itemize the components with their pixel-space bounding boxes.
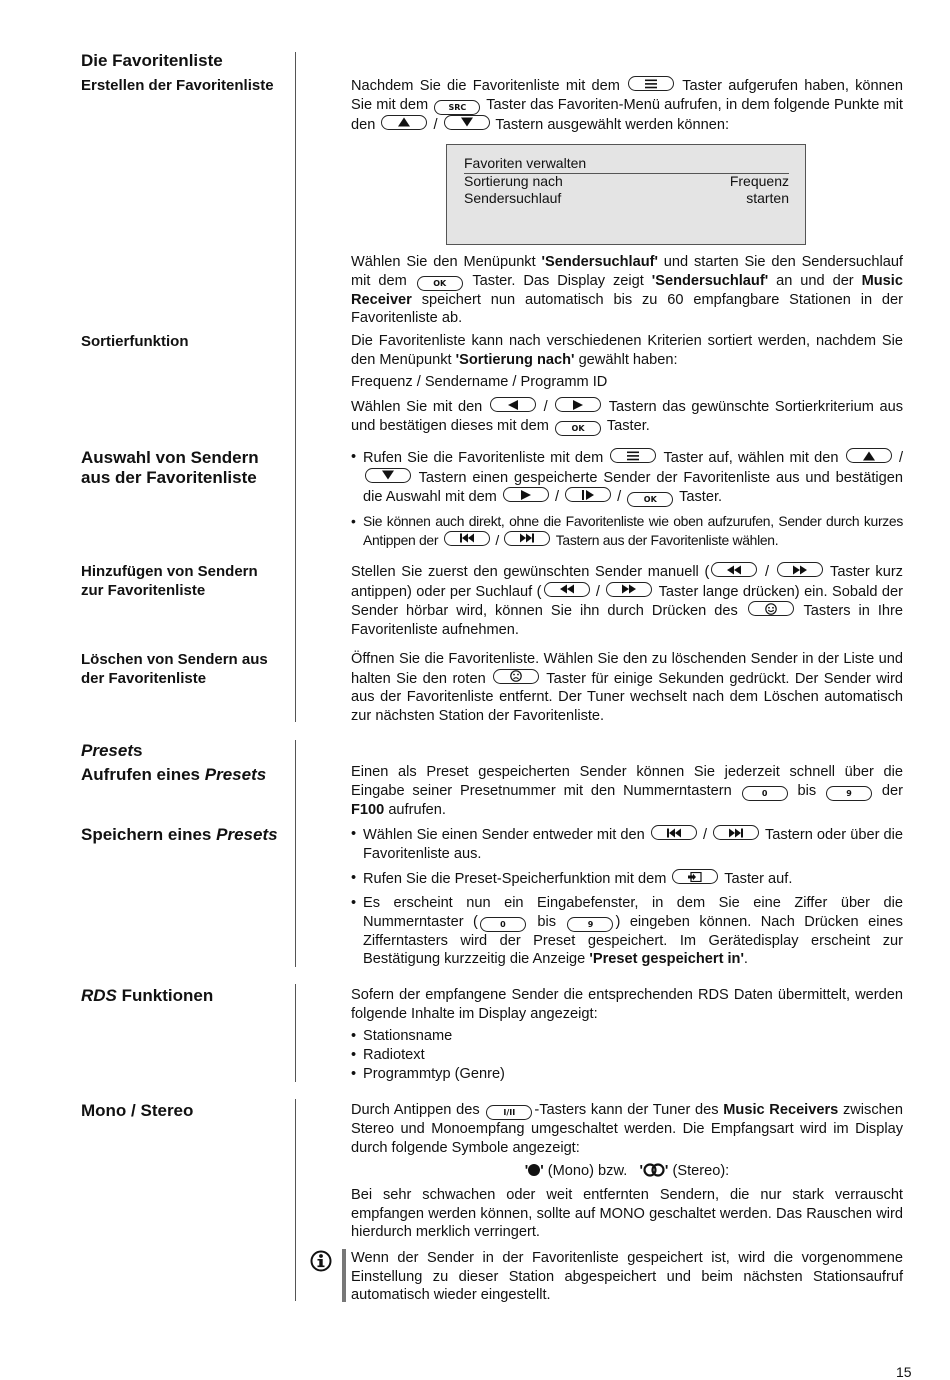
- bullet-auswahl-2: • Sie können auch direkt, ohne die Favoritenliste wie oben aufzurufen, Sender durch kurzes Antippen der / Tastern aus der Favoritenliste wählen.: [351, 513, 903, 548]
- paragraph-sendersuchlauf: Wählen Sie den Menüpunkt 'Sendersuchlauf' und starten Sie den Sendersuchlauf mit dem OK Taster. Das Display zeigt 'Sendersuchlauf' an und der Music Receiver speichert nun automatisch bis zu 60 empfangbare Stationen in der Favoritenliste ab.: [351, 254, 903, 327]
- paragraph-rds: Sofern der empfangene Sender die entsprechenden RDS Daten übermittelt, werden folgende Inhalte im Display angezeigt:: [351, 987, 903, 1022]
- zero-button-icon: 0: [480, 917, 526, 932]
- ok-button-icon: OK: [417, 276, 463, 291]
- preset-store-icon: [672, 869, 718, 884]
- paragraph-sortierfunktion: Die Favoritenliste kann nach verschiedenen Kriterien sortiert werden, nachdem Sie den Menüpunkt 'Sortierung nach' gewählt haben:: [351, 333, 903, 368]
- heading-speichern: Speichern eines Presets: [81, 825, 278, 844]
- list-icon: [610, 448, 656, 463]
- heading-rds: RDS Funktionen: [81, 986, 214, 1005]
- bullet-speichern-3: • Es erscheint nun ein Eingabefenster, in dem Sie eine Ziffer über die Nummerntaster ( 0 bis 9 ) eingeben können. Nach Drücken eines Zifferntasters wird der Preset gespeichert. Im Gerätedisplay erscheint zur Bestätigung kurzzeitig die Anzeige 'Preset gespeichert in'.: [351, 895, 903, 968]
- heading-auswahl: Auswahl von Sendern aus der Favoritenliste: [81, 448, 259, 487]
- paragraph-loeschen: Öffnen Sie die Favoritenliste. Wählen Sie den zu löschenden Sender in der Liste und halten Sie den roten Taster für einige Sekunden gedrückt. Der Sender wird aus der Favoritenliste entfernt. Der Tuner wechselt nach dem Löschen automatisch zur nächsten Station der Favoritenliste.: [351, 651, 903, 724]
- column-divider: [295, 52, 296, 722]
- play-icon: [503, 487, 549, 502]
- right-arrow-icon: [555, 397, 601, 412]
- fast-forward-icon: [606, 582, 652, 597]
- list-item: • Radiotext: [351, 1047, 425, 1063]
- column-divider: [295, 984, 296, 1082]
- stereo-rings-icon: [643, 1163, 665, 1183]
- list-icon: [628, 76, 674, 91]
- display-title: Favoriten verwalten: [464, 155, 789, 174]
- smiley-icon: [748, 601, 794, 616]
- heading-hinzufuegen: Hinzufügen von Sendern zur Favoritenliste: [81, 563, 258, 599]
- ok-button-icon: OK: [627, 492, 673, 507]
- src-button-icon: SRC: [434, 100, 480, 115]
- list-item: • Programmtyp (Genre): [351, 1066, 505, 1082]
- heading-aufrufen: Aufrufen eines Presets: [81, 765, 267, 784]
- list-item: • Stationsname: [351, 1028, 453, 1044]
- ok-button-icon: OK: [555, 421, 601, 436]
- down-arrow-icon: [365, 468, 411, 483]
- info-note-text: Wenn der Sender in der Favoritenliste gespeichert ist, wird die vorgenommene Einstellung zu dieser Station abgespeichert und beim nächsten Stationsaufruf automatisch wieder eingestellt.: [351, 1250, 903, 1304]
- down-arrow-icon: [444, 115, 490, 130]
- bullet-speichern-2: • Rufen Sie die Preset-Speicherfunktion mit dem Taster auf.: [351, 870, 793, 887]
- zero-button-icon: 0: [742, 786, 788, 801]
- mono-stereo-symbols: ' ' (Mono) bzw. ' ' (Stereo):: [351, 1162, 903, 1183]
- heading-presets: Presets: [81, 741, 143, 760]
- paragraph-mono-stereo: Durch Antippen des I/II -Tasters kann der Tuner des Music Receivers zwischen Stereo und Monoempfang umgeschaltet werden. Die Empfangsart wird im Display durch folgende Symbole angezeigt:: [351, 1102, 903, 1156]
- skip-forward-icon: [713, 825, 759, 840]
- display-favoriten-verwalten: [446, 144, 806, 245]
- heading-sortierfunktion: Sortierfunktion: [81, 333, 189, 350]
- column-divider: [295, 740, 296, 967]
- skip-back-icon: [444, 531, 490, 546]
- paragraph-mono-noise: Bei sehr schwachen oder weit entfernten Sendern, die nur stark verrauscht empfangen werden können, sollte auf MONO geschaltet werden. Das Rauschen wird hierdurch merklich verringert.: [351, 1187, 903, 1241]
- note-bar: [342, 1249, 346, 1302]
- display-row-sortierung: Sortierung nach Frequenz: [464, 173, 789, 189]
- column-divider: [295, 1099, 296, 1301]
- nine-button-icon: 9: [567, 917, 613, 932]
- heading-erstellen: Erstellen der Favoritenliste: [81, 77, 274, 94]
- paragraph-sort-select: Wählen Sie mit den / Tastern das gewünschte Sortierkriterium aus und bestätigen dieses mit dem OK Taster.: [351, 399, 904, 434]
- frown-icon: [493, 669, 539, 684]
- up-arrow-icon: [381, 115, 427, 130]
- bullet-auswahl-1: • Rufen Sie die Favoritenliste mit dem Taster auf, wählen mit den / Tastern einen gespeicherte Sender der Favoritenliste aus und bestätigen die Auswahl mit dem / / OK Taster.: [351, 449, 904, 506]
- paragraph-erstellen: Nachdem Sie die Favoritenliste mit dem Taster aufgerufen haben, können Sie mit dem SRC Taster das Favoriten-Menü aufrufen, in dem folgende Punkte mit den / Tastern ausgewählt werden können:: [351, 78, 904, 133]
- rewind-icon: [544, 582, 590, 597]
- heading-mono-stereo: Mono / Stereo: [81, 1101, 194, 1120]
- mono-dot-icon: [528, 1164, 540, 1176]
- nine-button-icon: 9: [826, 786, 872, 801]
- rewind-icon: [711, 562, 757, 577]
- mono-stereo-button-icon: I/II: [486, 1105, 532, 1120]
- up-arrow-icon: [846, 448, 892, 463]
- left-arrow-icon: [490, 397, 536, 412]
- sort-options: Frequenz / Sendername / Programm ID: [351, 374, 608, 390]
- display-row-sendersuchlauf: Sendersuchlauf starten: [464, 190, 789, 206]
- heading-favoritenliste: Die Favoritenliste: [81, 51, 223, 70]
- info-icon: [310, 1250, 332, 1272]
- paragraph-hinzufuegen: Stellen Sie zuerst den gewünschten Sender manuell ( / Taster kurz antippen) oder per Suchlauf ( / Taster lange drücken) ein. Sobald der Sender hörbar wird, können Sie ihn durch Drücken des Tasters in Ihre Favoritenliste aufnehmen.: [351, 564, 903, 638]
- page-number: 15: [896, 1364, 912, 1380]
- bullet-speichern-1: • Wählen Sie einen Sender entweder mit den / Tastern oder über die Favoritenliste aus.: [351, 826, 904, 862]
- paragraph-aufrufen: Einen als Preset gespeicherten Sender können Sie jederzeit schnell über die Eingabe seiner Presetnummer mit den Nummerntastern 0 bis 9 der F100 aufrufen.: [351, 764, 903, 818]
- heading-loeschen: Löschen von Sendern aus der Favoritenliste: [81, 651, 268, 687]
- play-pause-icon: [565, 487, 611, 502]
- skip-back-icon: [651, 825, 697, 840]
- skip-forward-icon: [504, 531, 550, 546]
- fast-forward-icon: [777, 562, 823, 577]
